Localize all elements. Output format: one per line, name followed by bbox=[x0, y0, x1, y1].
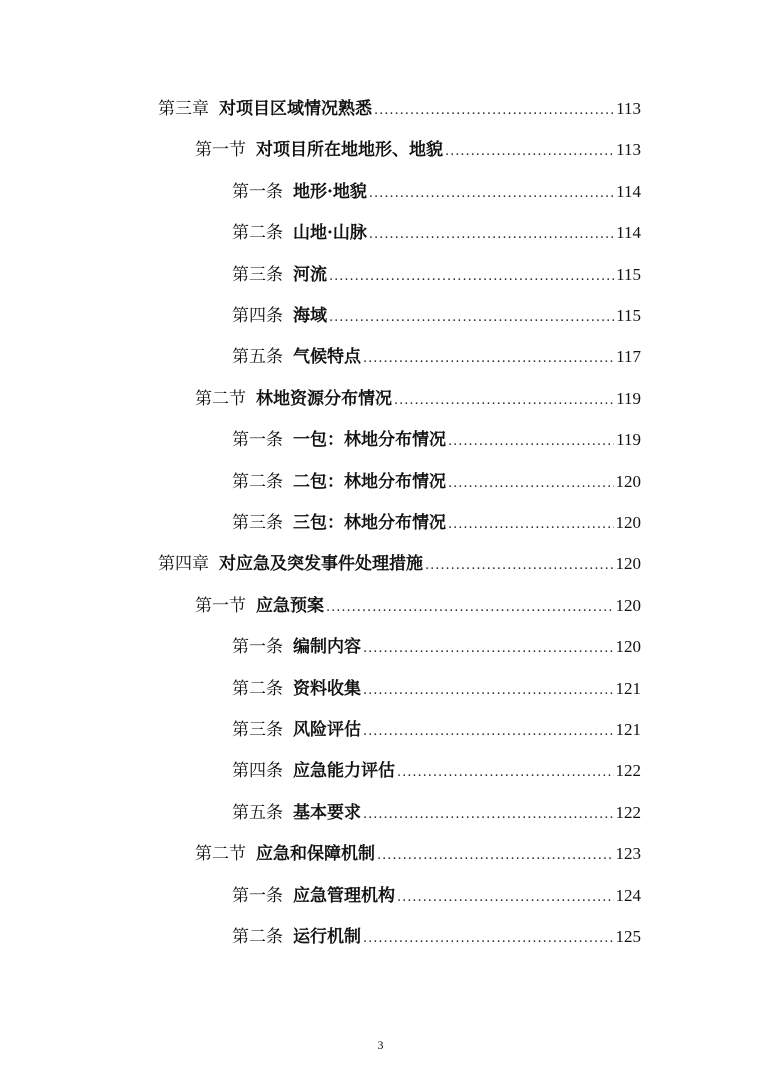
toc-entry[interactable] bbox=[195, 593, 641, 619]
toc-entry-label: 第四章 bbox=[158, 554, 209, 575]
toc-entry[interactable] bbox=[232, 634, 641, 660]
toc-entry-label: 第二条 bbox=[232, 223, 283, 244]
toc-entry-title: 基本要求 bbox=[293, 802, 361, 823]
toc-entry-label: 第一节 bbox=[195, 140, 246, 161]
toc-entry[interactable] bbox=[232, 179, 641, 205]
toc-entry[interactable] bbox=[195, 841, 641, 867]
toc-entry-label: 第一条 bbox=[232, 181, 283, 202]
toc-entry-title: 对项目所在地地形、地貌 bbox=[256, 140, 443, 161]
toc-entry[interactable] bbox=[232, 758, 641, 784]
dot-leader bbox=[369, 181, 614, 207]
toc-entry-page: 125 bbox=[615, 927, 641, 946]
dot-leader bbox=[397, 885, 614, 911]
toc-entry-title: 运行机制 bbox=[293, 927, 361, 947]
dot-leader bbox=[329, 305, 614, 331]
toc-entry[interactable] bbox=[158, 96, 641, 122]
dot-leader bbox=[445, 139, 614, 165]
dot-leader bbox=[363, 926, 614, 952]
toc-entry-title: 林地资源分布情况 bbox=[256, 388, 392, 409]
toc-entry[interactable] bbox=[232, 427, 641, 453]
toc-entry-label: 第四条 bbox=[232, 306, 283, 326]
dot-leader bbox=[374, 98, 614, 124]
toc-entry-title: 对应急及突发事件处理措施 bbox=[219, 554, 423, 575]
toc-entry-title: 三包：林地分布情况 bbox=[293, 513, 446, 533]
toc-entry-label: 第二节 bbox=[195, 388, 246, 409]
toc-entry[interactable] bbox=[232, 344, 641, 370]
toc-entry-label: 第三条 bbox=[232, 720, 283, 740]
toc-entry-title: 河流 bbox=[293, 264, 327, 285]
toc-entry-page: 114 bbox=[616, 181, 641, 201]
dot-leader bbox=[363, 636, 614, 662]
toc-entry-label: 第一条 bbox=[232, 885, 283, 906]
dot-leader bbox=[448, 512, 614, 538]
toc-entry-label: 第二条 bbox=[232, 471, 283, 492]
dot-leader bbox=[363, 802, 614, 828]
dot-leader bbox=[448, 471, 614, 497]
dot-leader bbox=[397, 760, 614, 786]
dot-leader bbox=[369, 222, 614, 248]
toc-entry-page: 124 bbox=[615, 885, 641, 905]
toc-entry[interactable] bbox=[232, 469, 641, 495]
toc-entry-page: 120 bbox=[615, 513, 641, 532]
toc-entry-label: 第一条 bbox=[232, 637, 283, 658]
dot-leader bbox=[329, 264, 614, 290]
toc-entry-page: 120 bbox=[615, 595, 641, 615]
dot-leader bbox=[377, 843, 614, 869]
dot-leader bbox=[363, 678, 614, 704]
toc-entry[interactable] bbox=[158, 551, 641, 577]
toc-entry-label: 第二条 bbox=[232, 927, 283, 947]
toc-entry[interactable] bbox=[232, 262, 641, 288]
toc-entry-title: 编制内容 bbox=[293, 637, 361, 658]
toc-entry-label: 第二条 bbox=[232, 678, 283, 699]
toc-entry-label: 第三章 bbox=[158, 99, 209, 119]
dot-leader bbox=[394, 388, 614, 414]
toc-entry[interactable] bbox=[232, 924, 641, 950]
toc-entry[interactable] bbox=[232, 883, 641, 909]
toc-entry[interactable] bbox=[195, 137, 641, 163]
toc-entry[interactable] bbox=[232, 220, 641, 246]
toc-entry-page: 122 bbox=[615, 802, 641, 822]
dot-leader bbox=[448, 429, 614, 455]
toc-entry-page: 121 bbox=[615, 720, 641, 739]
toc-entry-title: 气候特点 bbox=[293, 347, 361, 368]
toc-entry-page: 119 bbox=[616, 388, 641, 408]
dot-leader bbox=[363, 719, 614, 745]
toc-entry-title: 山地·山脉 bbox=[293, 223, 367, 244]
dot-leader bbox=[363, 346, 614, 372]
toc-entry-page: 115 bbox=[616, 306, 641, 325]
toc-entry-title: 地形·地貌 bbox=[293, 181, 367, 202]
toc-entry[interactable] bbox=[232, 717, 641, 743]
toc-entry-title: 应急能力评估 bbox=[293, 761, 395, 782]
toc-entry-title: 二包：林地分布情况 bbox=[293, 471, 446, 492]
toc-entry-label: 第四条 bbox=[232, 761, 283, 782]
toc-entry-title: 风险评估 bbox=[293, 720, 361, 740]
toc-entry-title: 对项目区域情况熟悉 bbox=[219, 99, 372, 119]
toc-entry-title: 资料收集 bbox=[293, 678, 361, 699]
toc-entry-label: 第五条 bbox=[232, 802, 283, 823]
toc-entry-page: 122 bbox=[615, 761, 641, 781]
toc-entry-title: 海域 bbox=[293, 306, 327, 326]
toc-entry[interactable] bbox=[232, 303, 641, 329]
toc-entry-label: 第五条 bbox=[232, 347, 283, 368]
toc-entry-page: 119 bbox=[616, 430, 641, 450]
toc-entry-label: 第三条 bbox=[232, 513, 283, 533]
toc-entry-page: 123 bbox=[615, 844, 641, 864]
toc-entry-label: 第一节 bbox=[195, 595, 246, 616]
toc-entry-title: 应急管理机构 bbox=[293, 885, 395, 906]
toc-entry-label: 第一条 bbox=[232, 430, 283, 451]
toc-entry-page: 113 bbox=[616, 140, 641, 160]
toc-entry-title: 应急和保障机制 bbox=[256, 844, 375, 865]
toc-entry-title: 一包：林地分布情况 bbox=[293, 430, 446, 451]
toc-entry[interactable] bbox=[232, 510, 641, 536]
toc-entry[interactable] bbox=[232, 800, 641, 826]
toc-entry-page: 113 bbox=[616, 99, 641, 118]
toc-entry-label: 第三条 bbox=[232, 264, 283, 285]
toc-entry[interactable] bbox=[195, 386, 641, 412]
toc-entry-page: 120 bbox=[615, 554, 641, 574]
dot-leader bbox=[425, 553, 614, 579]
toc-entry-page: 120 bbox=[615, 471, 641, 491]
toc-entry[interactable] bbox=[232, 676, 641, 702]
page-number: 3 bbox=[377, 1038, 384, 1052]
toc-entry-page: 117 bbox=[616, 347, 641, 367]
toc-entry-page: 121 bbox=[615, 678, 641, 698]
toc-entry-page: 114 bbox=[616, 223, 641, 243]
toc-entry-page: 120 bbox=[615, 637, 641, 657]
toc-entry-title: 应急预案 bbox=[256, 595, 324, 616]
toc-entry-label: 第二节 bbox=[195, 844, 246, 865]
dot-leader bbox=[326, 595, 614, 621]
toc-entry-page: 115 bbox=[616, 264, 641, 284]
